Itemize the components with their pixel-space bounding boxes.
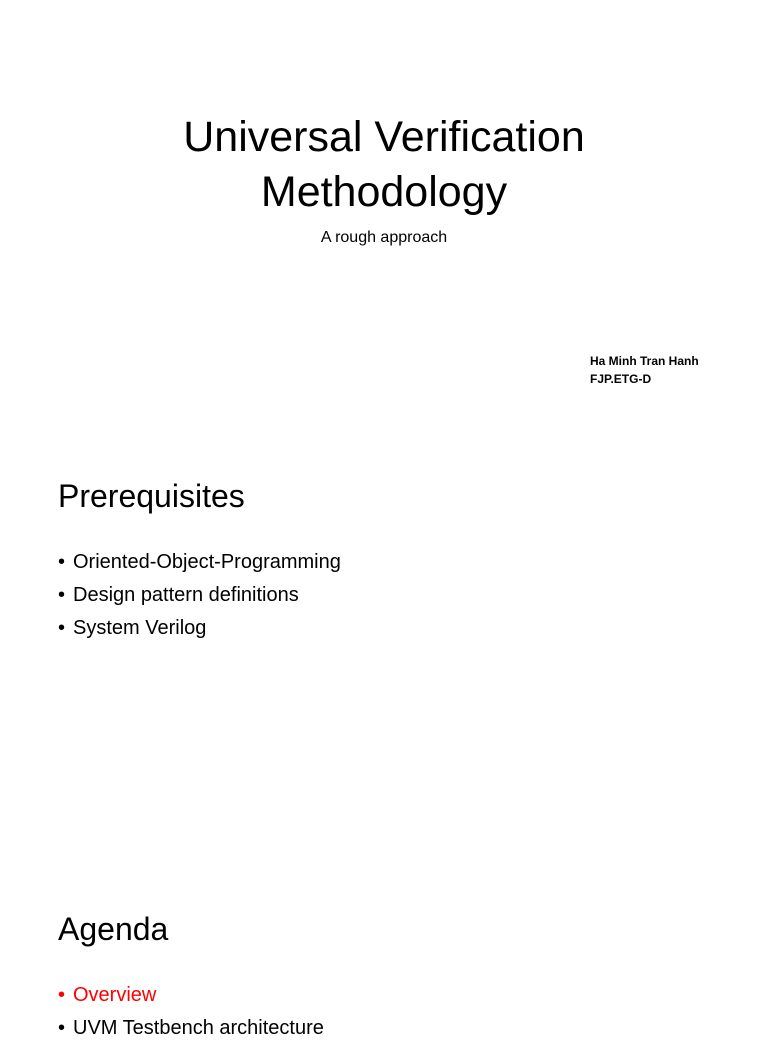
presentation-subtitle: A rough approach (320, 229, 448, 246)
list-item (58, 979, 324, 1012)
title-line-1: Universal Verification (183, 113, 585, 161)
list-item-label: Design pattern definitions (73, 584, 299, 606)
list-item (58, 579, 341, 612)
author-block (590, 352, 699, 388)
bullet-icon: • (58, 551, 66, 573)
list-item-label: Overview (73, 984, 157, 1006)
bullet-icon: • (58, 617, 66, 639)
list-item-label: System Verilog (73, 617, 207, 639)
author-org: FJP.ETG-D (590, 372, 652, 386)
slide-heading: Prerequisites (58, 478, 245, 514)
list-item-label: Oriented-Object-Programming (73, 551, 341, 573)
prerequisites-slide (0, 440, 768, 880)
title-slide (0, 0, 768, 440)
list-item (58, 1012, 324, 1045)
bullet-icon: • (58, 1017, 66, 1039)
bullet-icon: • (58, 984, 66, 1006)
author-name: Ha Minh Tran Hanh (590, 354, 699, 368)
agenda-list (58, 979, 324, 1045)
list-item (58, 612, 341, 645)
presentation-title (0, 110, 768, 220)
title-line-2: Methodology (260, 168, 508, 216)
list-item (58, 546, 341, 579)
slide-heading: Agenda (58, 911, 169, 947)
bullet-icon: • (58, 584, 66, 606)
agenda-slide (0, 880, 768, 1039)
prerequisites-list (58, 546, 341, 645)
list-item-label: UVM Testbench architecture (73, 1017, 324, 1039)
